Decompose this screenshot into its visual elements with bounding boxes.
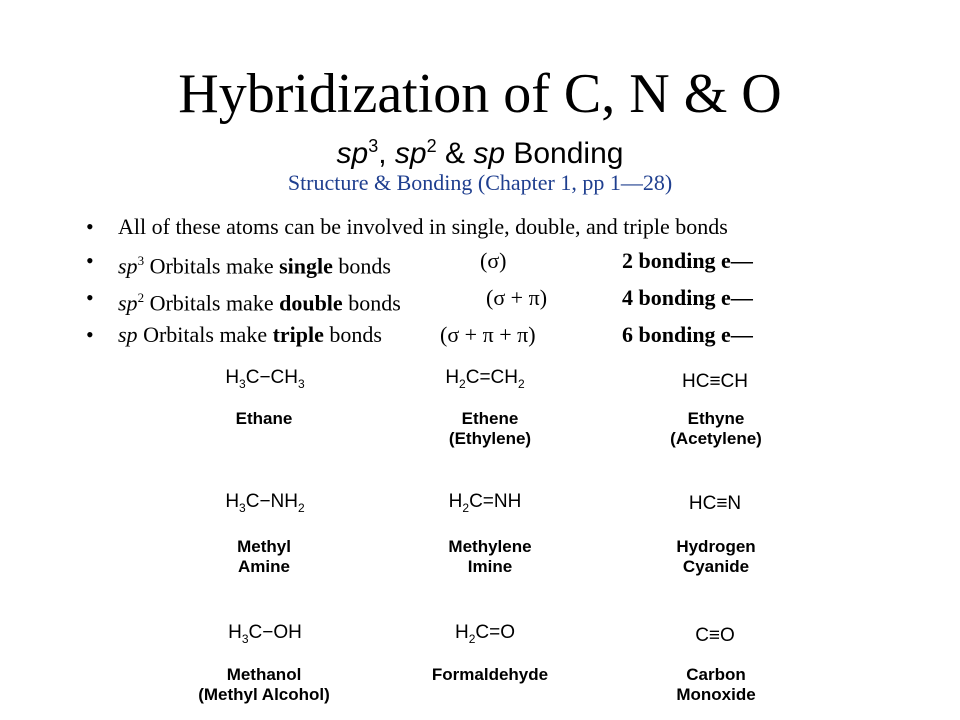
name-formaldehyde	[390, 665, 590, 685]
compound-name-line: Methylene	[448, 537, 532, 556]
name-ethyne	[616, 409, 816, 449]
slide-title: Hybridization of C, N & O	[178, 63, 782, 125]
bullet-text: All of these atoms can be involved in single, double, and triple bonds	[118, 214, 728, 239]
compound-name-line: Methyl	[237, 537, 291, 556]
name-methanol	[164, 665, 364, 705]
formula-ethane: $H_3C-CH_3$	[225, 367, 305, 391]
name-ethane	[164, 409, 364, 429]
subtitle-sp3: sp	[336, 137, 369, 170]
electron-count-text: 2 bonding e—	[622, 248, 753, 273]
bond-type: double	[279, 290, 343, 316]
compound-name-line: Monoxide	[676, 685, 756, 704]
compound-name-line: Carbon	[686, 665, 746, 684]
bullet-end: bonds	[342, 290, 401, 316]
slide-subtitle	[0, 126, 960, 174]
bullet-mid: Orbitals make	[144, 290, 280, 316]
compound-name-line: Hydrogen	[676, 537, 756, 556]
formula-methanol: $H_3C-OH$	[228, 622, 302, 646]
bond-composition: (σ)	[480, 248, 507, 273]
subtitle-sp: sp	[473, 137, 505, 170]
subtitle-bonding: Bonding	[505, 137, 624, 170]
compound-name-line: (Ethylene)	[448, 429, 532, 448]
chapter-reference: Structure & Bonding (Chapter 1, pp 1—28)	[287, 170, 673, 195]
bullet-mid: Orbitals make	[144, 253, 280, 279]
bond-type: triple	[272, 322, 324, 347]
compound-name-line: Amine	[238, 557, 290, 576]
electron-count	[622, 320, 753, 350]
subtitle-sp2: sp	[394, 137, 427, 170]
bullet-end: bonds	[332, 253, 391, 279]
formula-ethene: $H_2C=CH_2$	[445, 367, 525, 391]
subtitle-sp2-sup: 2	[426, 136, 437, 156]
formula-methyl-amine: $H_3C-NH_2$	[225, 491, 305, 515]
formula-formaldehyde: $H_2C=O$	[454, 622, 516, 646]
bullet-dot: •	[86, 248, 94, 273]
compound-name-line: (Acetylene)	[670, 429, 762, 448]
compound-name-line: (Methyl Alcohol)	[198, 685, 330, 704]
bullet-dot: •	[86, 322, 94, 347]
hyb-label: sp	[118, 322, 138, 347]
compound-name-line: Ethene	[461, 409, 519, 428]
subtitle-sep: ,	[378, 137, 395, 170]
bullet-end: bonds	[323, 322, 382, 347]
electron-count-text: 4 bonding e—	[622, 285, 753, 310]
bond-composition: (σ + π + π)	[440, 322, 536, 347]
hyb-sup: 2	[137, 290, 145, 305]
electron-count-text: 6 bonding e—	[622, 322, 753, 347]
subtitle-amp: &	[436, 137, 474, 170]
compound-name-line: Imine	[467, 557, 513, 576]
formula-methylene-imine: $H_2C=NH$	[448, 491, 522, 515]
name-methylene-imine	[390, 537, 590, 577]
compound-name-line: Methanol	[226, 665, 302, 684]
formula-hydrogen-cyanide: HC≡N	[688, 493, 742, 514]
hyb-label: sp	[118, 290, 138, 316]
formula-carbon-monoxide: C≡O	[695, 625, 735, 646]
name-hydrogen-cyanide	[616, 537, 816, 577]
hyb-label: sp	[118, 253, 138, 279]
bullet-dot: •	[86, 214, 94, 239]
bullet-text	[118, 283, 401, 318]
formula-ethyne: HC≡CH	[682, 371, 748, 392]
name-ethene	[390, 409, 590, 449]
bond-type: single	[279, 253, 333, 279]
compound-name-line: Cyanide	[682, 557, 750, 576]
hyb-sup: 3	[137, 253, 145, 268]
electron-count	[622, 283, 753, 313]
compound-name-line: Ethyne	[687, 409, 745, 428]
bullet-text	[118, 246, 391, 281]
compound-name-line: Ethane	[235, 409, 293, 428]
name-methyl-amine	[164, 537, 364, 577]
electron-count	[622, 246, 753, 276]
compound-name-line: Formaldehyde	[431, 665, 549, 684]
bond-composition: (σ + π)	[486, 285, 548, 310]
subtitle-sp3-sup: 3	[368, 136, 379, 156]
bullet-text	[118, 320, 382, 350]
name-carbon-monoxide	[616, 665, 816, 705]
bullet-mid: Orbitals make	[137, 322, 273, 347]
bullet-dot: •	[86, 285, 94, 310]
